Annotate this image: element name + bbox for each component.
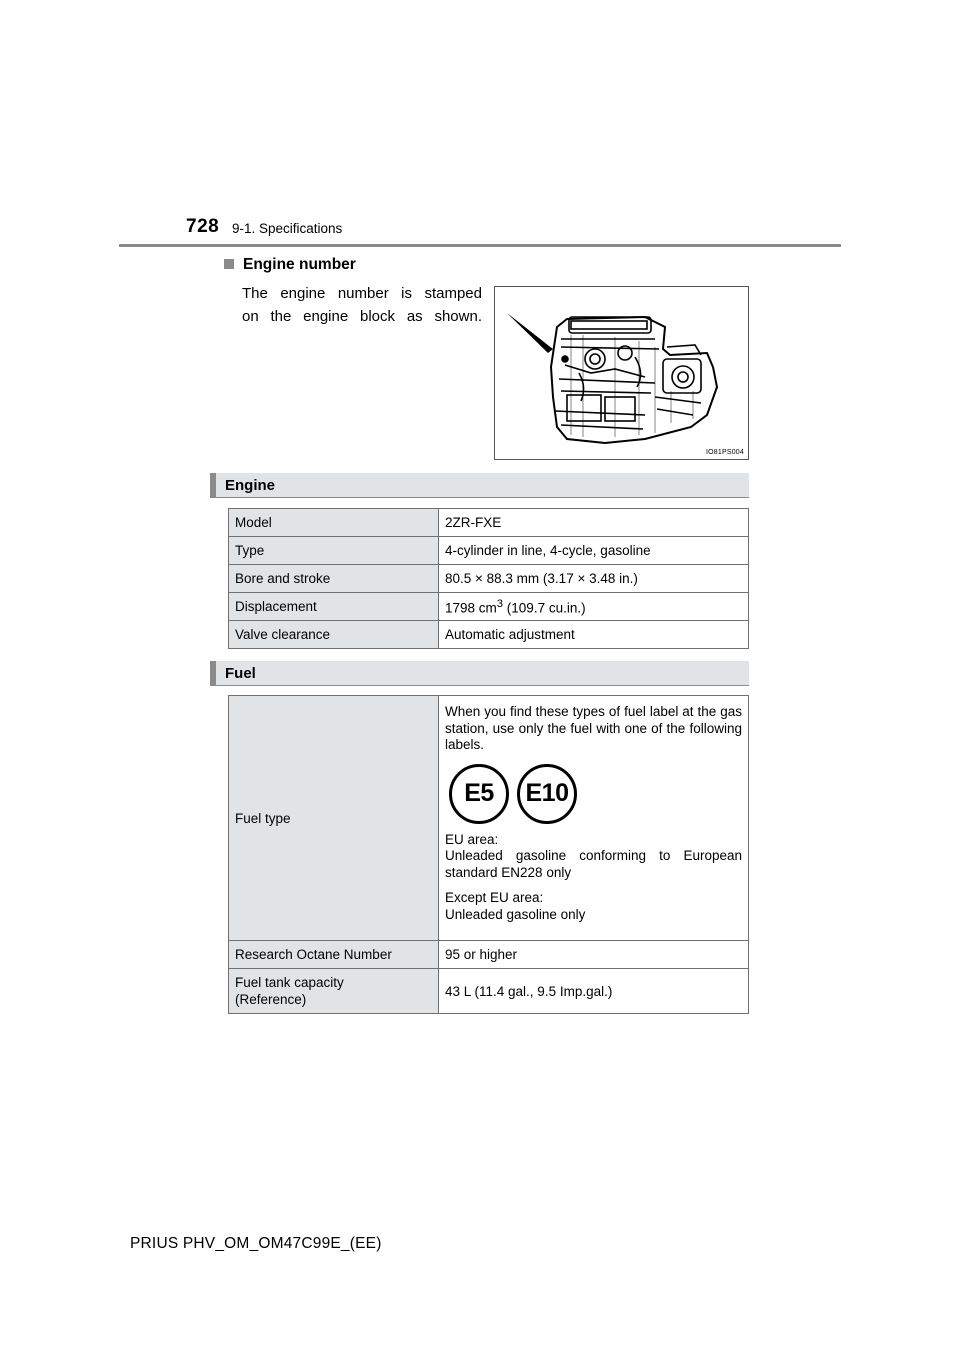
page-number: 728	[186, 216, 220, 237]
engine-spec-table	[228, 508, 749, 649]
fuel-section-header	[210, 661, 749, 686]
spec-key: Fuel type	[229, 696, 439, 941]
e10-label-icon: E10	[517, 764, 577, 824]
fuel-spec-table	[228, 695, 749, 1014]
fuel-label-intro: When you find these types of fuel label at the gas station, use only the fuel with one of the following labels.	[445, 704, 742, 752]
spec-key: Fuel tank capacity (Reference)	[229, 969, 439, 1014]
eu-area-note: EU area: Unleaded gasoline conforming to European standard EN228 only	[445, 831, 742, 880]
fuel-labels	[449, 764, 742, 824]
square-bullet-icon	[224, 259, 234, 269]
header-divider	[119, 244, 841, 247]
engine-section-header	[210, 473, 749, 498]
spec-value: 80.5 × 88.3 mm (3.17 × 3.48 in.)	[439, 565, 749, 593]
table-row	[229, 941, 749, 969]
table-row	[229, 969, 749, 1014]
spec-value: 43 L (11.4 gal., 9.5 Imp.gal.)	[439, 969, 749, 1014]
non-eu-area-note: Except EU area: Unleaded gasoline only	[445, 890, 586, 922]
e5-label-icon: E5	[449, 764, 509, 824]
engine-block-drawing	[495, 287, 748, 459]
section-title: 9-1. Specifications	[232, 221, 343, 236]
spec-value: 1798 $cm^3$ (109.7 cu.in.)	[439, 593, 749, 621]
spec-value	[439, 696, 749, 941]
table-row	[229, 509, 749, 537]
spec-key: Displacement	[229, 593, 439, 621]
spec-value: Automatic adjustment	[439, 621, 749, 649]
document-footer: PRIUS PHV_OM_OM47C99E_(EE)	[130, 1235, 382, 1252]
spec-key: Valve clearance	[229, 621, 439, 649]
engine-illustration	[494, 286, 749, 460]
spec-value: 95 or higher	[439, 941, 749, 969]
engine-section-title: Engine	[225, 477, 276, 494]
spec-value: 2ZR-FXE	[439, 509, 749, 537]
spec-key: Model	[229, 509, 439, 537]
pointer-arrow-icon	[507, 313, 553, 353]
spec-key: Research Octane Number	[229, 941, 439, 969]
table-row	[229, 593, 749, 621]
fuel-section-title: Fuel	[225, 665, 256, 682]
table-row	[229, 621, 749, 649]
fuel-type-description	[445, 704, 742, 923]
table-row	[229, 537, 749, 565]
spec-value: 4-cylinder in line, 4-cycle, gasoline	[439, 537, 749, 565]
engine-number-description: The engine number is stamped on the engine block as shown.	[242, 285, 482, 325]
spec-key: Bore and stroke	[229, 565, 439, 593]
engine-number-heading: Engine number	[224, 256, 356, 274]
table-row	[229, 696, 749, 941]
table-row	[229, 565, 749, 593]
spec-key: Type	[229, 537, 439, 565]
figure-code: IO81PS004	[706, 449, 744, 456]
